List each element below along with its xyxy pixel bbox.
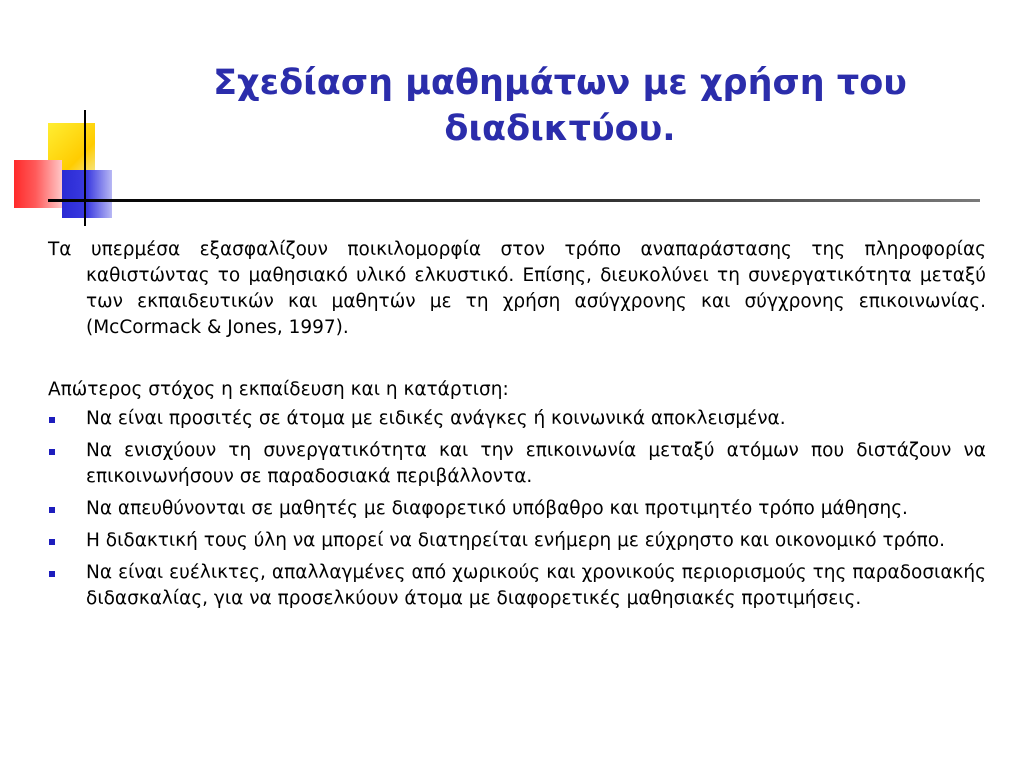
square-bullet-icon [49,571,55,577]
list-item-text: Να απευθύνονται σε μαθητές με διαφορετικό υπόβαθρο και προτιμητέο τρόπο μάθησης. [86,498,908,519]
square-bullet-icon [49,449,55,455]
slide-title: Σχεδίαση μαθημάτων με χρήση του διαδικτύου. [213,63,907,149]
list-item [48,496,986,522]
square-bullet-icon [49,539,55,545]
slide-body [48,237,986,618]
list-item [48,438,986,490]
list-item-text: Να είναι ευέλικτες, απαλλαγμένες από χωρικούς και χρονικούς περιορισμούς της παραδοσιακής διδασκαλίας, για να προσελκύουν άτομα με διαφορετικές μαθησιακές προτιμήσεις. [86,562,986,609]
vertical-rule [84,110,86,226]
goal-heading: Απώτερος στόχος η εκπαίδευση και η κατάρτιση: [48,379,509,400]
square-bullet-icon [49,507,55,513]
intro-paragraph: Τα υπερμέσα εξασφαλίζουν ποικιλομορφία στον τρόπο αναπαράστασης της πληροφορίας καθιστώντας το μαθησιακό υλικό ελκυστικό. Επίσης, διευκολύνει τη συνεργατικότητα μεταξύ των εκπαιδευτικών και μαθητών με τη χρήση ασύγχρονης και σύγχρονης επικοινωνίας. (McCormack & Jones, 1997). [48,239,986,338]
list-item-text: Η διδακτική τους ύλη να μπορεί να διατηρείται ενήμερη με εύχρηστο και οικονομικό τρόπο. [86,530,946,551]
list-item [48,406,986,432]
square-bullet-icon [49,417,55,423]
goal-list [48,406,986,612]
blue-square-decoration [62,170,112,218]
list-item [48,560,986,612]
list-item-text: Να ενισχύουν τη συνεργατικότητα και την επικοινωνία μεταξύ ατόμων που διστάζουν να επικοινωνήσουν σε παραδοσιακά περιβάλλοντα. [86,440,986,487]
list-item [48,528,986,554]
title-underline-rule [48,199,980,202]
list-item-text: Να είναι προσιτές σε άτομα με ειδικές ανάγκες ή κοινωνικά αποκλεισμένα. [86,408,786,429]
